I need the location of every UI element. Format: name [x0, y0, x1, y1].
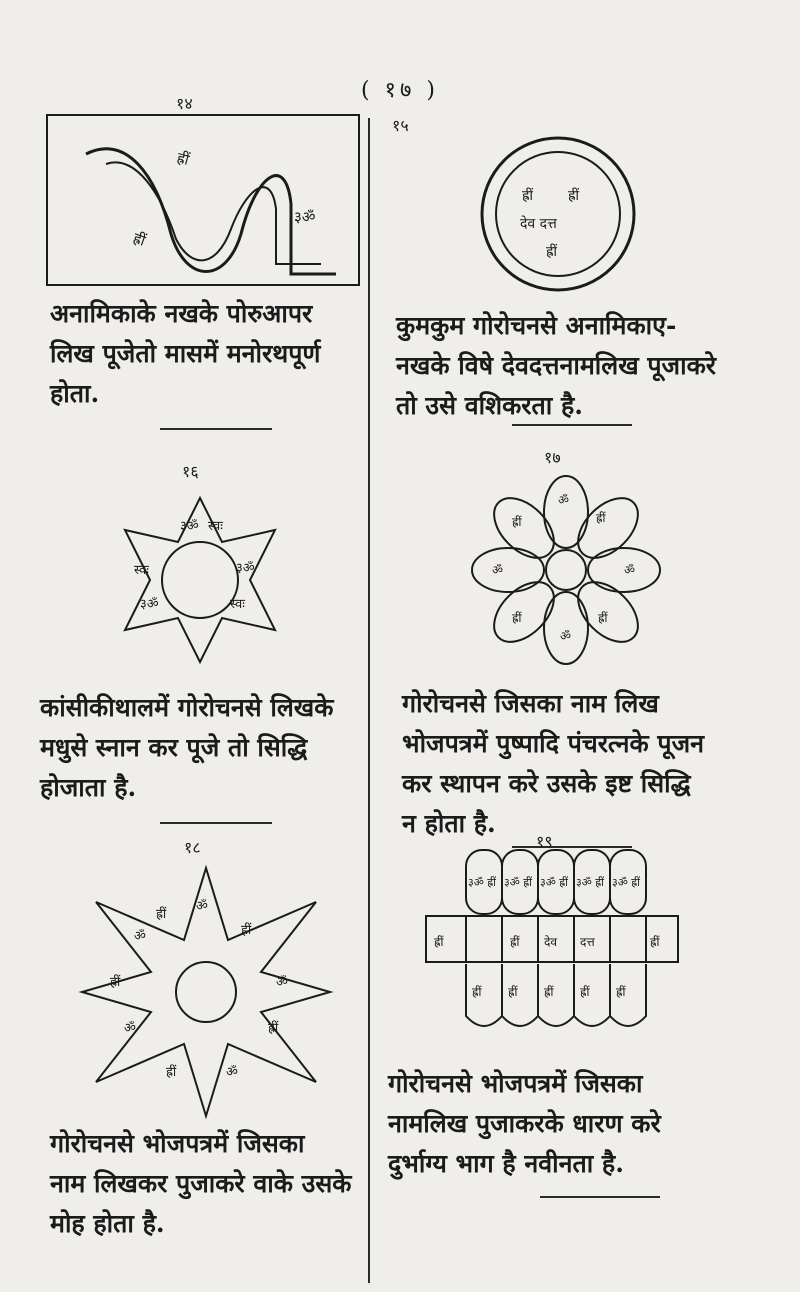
figure-19-r1-label: ३ॐ ह्रीं: [612, 876, 640, 889]
figure-17-label-2: ह्रीं: [596, 511, 606, 525]
figure-16-diagram: [110, 490, 290, 670]
figure-18-label-5: ॐ: [226, 1065, 238, 1080]
caption-line: दुर्भाग्य भाग है नवीनता है.: [388, 1149, 624, 1178]
figure-15-caption: [396, 306, 786, 426]
figure-15-label-2: ह्रीं: [568, 188, 580, 204]
caption-line: नाम लिखकर पुजाकरे वाके उसके: [50, 1169, 352, 1198]
figure-17-petal: [544, 476, 588, 548]
figure-19-r2-label: दत्त: [580, 935, 595, 949]
figure-17-label-4: ह्रीं: [598, 611, 608, 625]
figure-17-label-5: ॐ: [560, 629, 571, 643]
caption-line: मधुसे स्नान कर पूजे तो सिद्धि: [40, 733, 308, 762]
caption-line: नखके विषे देवदत्तनामलिख पूजाकरे: [396, 351, 717, 380]
figure-17-number: १७: [544, 448, 561, 467]
figure-19-r3-label: ह्रीं: [616, 985, 626, 999]
figure-19-r3-label: ह्रीं: [544, 985, 554, 999]
figure-19-r3-label: ह्रीं: [580, 985, 590, 999]
figure-16-label-3: ३ॐ: [236, 561, 255, 576]
figure-16-center-circle: [162, 542, 238, 618]
figure-14-label-1: ह्रीं: [174, 148, 192, 169]
figure-17-center-circle: [546, 550, 586, 590]
caption-line: न होता है.: [402, 809, 496, 838]
caption-line: नामलिख पुजाकरके धारण करे: [388, 1109, 661, 1138]
figure-17-petal: [567, 571, 649, 653]
figure-17-caption: [402, 684, 792, 844]
figure-14-caption: [50, 294, 362, 414]
caption-line: मोह होता है.: [50, 1209, 165, 1238]
figure-16-label-5: ३ॐ: [140, 597, 159, 612]
figure-19-r1-label: ३ॐ ह्रीं: [468, 876, 496, 889]
figure-17-petal: [483, 487, 565, 569]
caption-line: लिख पूजेतो मासमें मनोरथपूर्ण: [50, 339, 321, 368]
caption-line: अनामिकाके नखके पोरुआपर: [50, 299, 313, 328]
figure-16-caption: [40, 688, 362, 808]
figure-17-label-6: ह्रीं: [512, 611, 522, 625]
caption-line: होता.: [50, 379, 100, 408]
figure-16-label-4: स्वः: [134, 563, 149, 578]
figure-18-label-3: ॐ: [276, 975, 288, 990]
figure-19-r2-label: देव: [544, 935, 558, 949]
figure-19-r2-label: ह्रीं: [510, 935, 520, 949]
figure-19-r2-label: ह्रीं: [650, 935, 660, 949]
figure-15-diagram: [478, 134, 638, 294]
figure-15-outer-ring: [482, 138, 634, 290]
column-divider: [368, 118, 370, 1283]
figure-17-petal: [567, 487, 649, 569]
figure-19-r1-label: ३ॐ ह्रीं: [504, 876, 532, 889]
caption-line: गोरोचनसे जिसका नाम लिख: [402, 689, 659, 718]
figure-19-r3-label: ह्रीं: [508, 985, 518, 999]
figure-17-petal: [544, 592, 588, 664]
caption-line: गोरोचनसे भोजपत्रमें जिसका: [388, 1069, 643, 1098]
figure-19-r1-label: ३ॐ ह्रीं: [576, 876, 604, 889]
caption-line: तो उसे वशिकरता है.: [396, 391, 583, 420]
figure-15-number: १५: [392, 116, 409, 135]
caption-line: होजाता है.: [40, 773, 137, 802]
figure-18-diagram: [76, 862, 336, 1122]
figure-17-label-3: ॐ: [624, 563, 635, 577]
figure-18-label-1: ॐ: [196, 899, 208, 914]
figure-16-star: [125, 498, 275, 662]
figure-16-label-6: स्वः: [230, 597, 245, 612]
figure-14-label-3: ह्रीं: [130, 228, 148, 250]
figure-18-label-7: ॐ: [124, 1021, 136, 1036]
caption-line: भोजपत्रमें पुष्पादि पंचरत्नके पूजन: [402, 729, 705, 758]
figure-19-caption: [388, 1064, 792, 1184]
figure-16-label-1: ३ॐ: [180, 519, 199, 534]
page-number: ( १७ ): [360, 78, 440, 103]
figure-18-caption: [50, 1124, 366, 1244]
figure-15-label-4: ह्रीं: [546, 244, 558, 260]
figure-18-label-9: ॐ: [134, 929, 146, 944]
figure-18-label-8: ह्रीं: [110, 975, 121, 990]
section-divider: [512, 424, 632, 426]
figure-15-label-3: देव दत्त: [520, 216, 557, 232]
figure-16-label-2: स्वः: [208, 519, 223, 534]
figure-19-r1-label: ३ॐ ह्रीं: [540, 876, 568, 889]
figure-18-label-2: ह्रीं: [241, 923, 252, 938]
figure-14-label-2: ३ॐ: [294, 208, 316, 226]
figure-16-number: १६: [182, 462, 199, 481]
caption-line: कांसीकीथालमें गोरोचनसे लिखके: [40, 693, 334, 722]
figure-18-label-10: ह्रीं: [156, 907, 167, 922]
figure-17-petal: [483, 571, 565, 653]
caption-line: कुमकुम गोरोचनसे अनामिकाए-: [396, 311, 677, 340]
figure-15-label-1: ह्रीं: [522, 188, 534, 204]
figure-18-label-6: ह्रीं: [166, 1065, 177, 1080]
figure-15-inner-ring: [496, 152, 620, 276]
figure-17-diagram: [456, 470, 676, 670]
figure-19-number: १९: [536, 832, 553, 851]
figure-14-diagram: [46, 114, 360, 286]
figure-18-number: १८: [184, 838, 201, 857]
figure-17-label-7: ॐ: [492, 563, 503, 577]
figure-14-fingernail-inner: [106, 162, 321, 264]
caption-line: गोरोचनसे भोजपत्रमें जिसका: [50, 1129, 305, 1158]
figure-18-center-circle: [176, 962, 236, 1022]
figure-19-r3-label: ह्रीं: [472, 985, 482, 999]
figure-19-diagram: [420, 846, 720, 1056]
figure-17-petal: [472, 548, 544, 592]
figure-19-r2-label: ह्रीं: [434, 935, 444, 949]
figure-18-label-4: ह्रीं: [268, 1021, 279, 1036]
section-divider: [160, 822, 272, 824]
section-divider: [160, 428, 272, 430]
section-divider: [540, 1196, 660, 1198]
figure-14-number: १४: [176, 94, 193, 113]
figure-17-label-1: ॐ: [558, 493, 569, 507]
caption-line: कर स्थापन करे उसके इष्ट सिद्धि: [402, 769, 691, 798]
figure-17-label-8: ह्रीं: [512, 515, 522, 529]
